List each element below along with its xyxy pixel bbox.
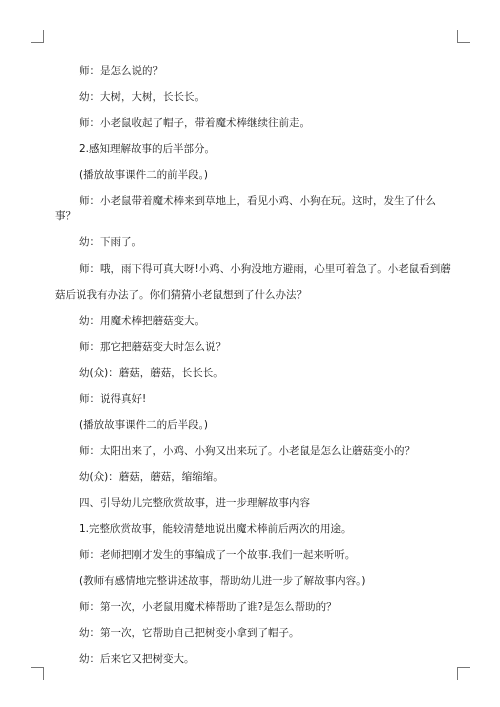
- paragraph: 师：小老鼠收起了帽子，带着魔术棒继续往前走。: [79, 117, 310, 129]
- paragraph: 师：太阳出来了，小鸡、小狗又出来玩了。小老鼠是怎么让蘑菇变小的？: [79, 445, 415, 457]
- paragraph: 师：第一次，小老鼠用魔术棒帮助了谁?是怎么帮助的？: [79, 601, 337, 613]
- paragraph: 幼(众)：蘑菇，蘑菇，缩缩缩。: [79, 471, 224, 483]
- paragraph: 师：哦，雨下得可真大呀!小鸡、小狗没地方避雨，心里可着急了。小老鼠看到蘑菇后说我有办法了。你们猜猜小老鼠想到了什么办法？: [55, 263, 451, 301]
- paragraph: 幼：用魔术棒把蘑菇变大。: [79, 315, 205, 327]
- paragraph: 师：说得真好!: [79, 393, 147, 405]
- section-heading: 2.感知理解故事的后半部分。: [79, 143, 216, 155]
- paragraph: 幼：后来它又把树变大。: [79, 653, 195, 665]
- stage-direction: (教师有感情地完整讲述故事，帮助幼儿进一步了解故事内容。): [79, 575, 366, 587]
- crop-mark-top-right: [457, 30, 470, 43]
- stage-direction: (播放故事课件二的前半段。): [79, 169, 208, 181]
- paragraph: 师：老师把刚才发生的事编成了一个故事.我们一起来听听。: [79, 549, 356, 561]
- crop-mark-bottom-left: [31, 667, 44, 680]
- stage-direction: (播放故事课件二的后半段。): [79, 419, 208, 431]
- paragraph: 幼：下雨了。: [79, 236, 142, 248]
- paragraph: 幼：大树，大树，长长长。: [79, 91, 205, 103]
- paragraph: 幼：第一次，它帮助自己把树变小拿到了帽子。: [79, 627, 300, 639]
- paragraph: 幼(众)：蘑菇，蘑菇，长长长。: [79, 367, 224, 379]
- document-body: [55, 64, 455, 678]
- crop-mark-bottom-right: [457, 667, 470, 680]
- paragraph: 师：是怎么说的？: [79, 65, 163, 77]
- paragraph: 师：小老鼠带着魔术棒来到草地上，看见小鸡、小狗在玩。这时，发生了什么事？: [55, 195, 436, 222]
- crop-mark-top-left: [31, 30, 44, 43]
- section-heading: 1.完整欣赏故事，能较清楚地说出魔术棒前后两次的用途。: [79, 523, 352, 535]
- paragraph: 师：那它把蘑菇变大时怎么说？: [79, 341, 226, 353]
- section-heading: 四、引导幼儿完整欣赏故事，进一步理解故事内容: [79, 497, 310, 509]
